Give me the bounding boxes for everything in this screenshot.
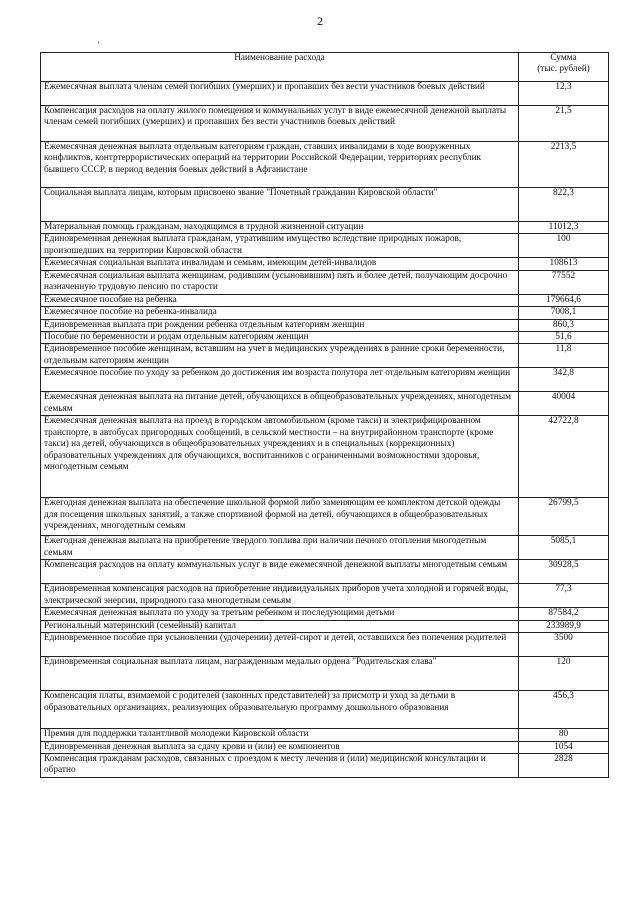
table-row	[41, 368, 609, 392]
expense-amount-cell: 860,3	[519, 319, 609, 331]
page-number: 2	[317, 14, 323, 28]
column-header-name: Наименование расхода	[41, 53, 519, 82]
expense-amount-cell: 30928,5	[519, 560, 609, 584]
expense-name-cell: Ежемесячное пособие на ребенка	[41, 294, 519, 306]
expense-name-cell: Компенсация платы, взимаемой с родителей (законных представителей) за присмотр и уход за детьми в образовательных организациях, реализующих образовательную программу дошкольного образования	[41, 691, 519, 729]
expense-amount-cell: 100	[519, 234, 609, 258]
expense-name-cell: Компенсация гражданам расходов, связанных с проездом к месту лечения и (или) медицинской консультации и обратно	[41, 754, 519, 778]
table-row	[41, 234, 609, 258]
expense-name-cell: Ежемесячная денежная выплата отдельным категориям граждан, ставших инвалидами в ходе вооруженных конфликтов, контртеррористических операций на территории Российской Федерации, территориях республик бывшего СССР, в период ведения боевых действий в Афганистане	[41, 142, 519, 188]
table-row	[41, 691, 609, 729]
expenses-table	[40, 52, 609, 778]
expense-name-cell: Единовременная компенсация расходов на приобретение индивидуальных приборов учета холодной и горячей воды, электрической энергии, природного газа многодетным семьям	[41, 584, 519, 608]
table-row	[41, 498, 609, 536]
expense-name-cell: Единовременная денежная выплата гражданам, утратившим имущество вследствие природных пожаров, произошедших на территории Кировской области	[41, 234, 519, 258]
expense-name-cell: Материальная помощь гражданам, находящимся в трудной жизненной ситуации	[41, 222, 519, 234]
column-header-sum	[519, 53, 609, 82]
expense-name-cell: Ежегодная денежная выплата на обеспечение школьной формой либо заменяющим ее комплектом детской одежды для посещения школьных занятий, а также спортивной формой на детей, обучающихся в общеобразовательных учреждениях, многодетным семьям	[41, 498, 519, 536]
table-row	[41, 332, 609, 344]
expense-name-cell: Ежемесячная денежная выплата на проезд в городском автомобильном (кроме такси) и электрифицированном транспорте, в автобусах пригородных сообщений, в сельской местности – на внутрирайонном транспорте (кроме такси) на детей, обучающихся в общеобразовательных учреждениях и в специальных (коррекционных) образовательных учреждениях для обучающихся, воспитанников с ограниченными возможностями здоровья, многодетным семьям	[41, 416, 519, 498]
table-row	[41, 657, 609, 691]
expense-name-cell: Единовременная денежная выплата за сдачу крови и (или) ее компонентов	[41, 741, 519, 753]
expense-name-cell: Ежемесячная выплата членам семей погибших (умерших) и пропавших без вести участников боевых действий	[41, 82, 519, 106]
expense-name-cell: Ежемесячная денежная выплата по уходу за третьим ребенком и последующими детьми	[41, 608, 519, 620]
expense-name-cell: Единовременное пособие при усыновлении (удочерении) детей-сирот и детей, оставшихся без попечения родителей	[41, 633, 519, 657]
table-row	[41, 142, 609, 188]
expense-amount-cell: 179664,6	[519, 294, 609, 306]
expense-amount-cell: 7008,1	[519, 307, 609, 319]
expense-name-cell: Региональный материнский (семейный) капитал	[41, 620, 519, 632]
expense-name-cell: Ежемесячное пособие по уходу за ребенком до достижения им возраста полутора лет отдельным категориям женщин	[41, 368, 519, 392]
table-row	[41, 270, 609, 294]
expense-name-cell: Компенсация расходов на оплату коммунальных услуг в виде ежемесячной денежной выплаты многодетным семьям	[41, 560, 519, 584]
expense-name-cell: Ежемесячная социальная выплата инвалидам и семьям, имеющим детей-инвалидов	[41, 258, 519, 270]
expense-amount-cell: 77552	[519, 270, 609, 294]
expense-name-cell: Единовременная выплата при рождении ребенка отдельным категориям женщин	[41, 319, 519, 331]
table-row	[41, 536, 609, 560]
expense-amount-cell: 342,8	[519, 368, 609, 392]
table-row	[41, 620, 609, 632]
expense-amount-cell: 26799,5	[519, 498, 609, 536]
table-row	[41, 729, 609, 741]
expense-amount-cell: 2828	[519, 754, 609, 778]
expense-name-cell: Социальная выплата лицам, которым присвоено звание "Почетный гражданин Кировской области"	[41, 188, 519, 222]
table-header-row	[41, 53, 609, 82]
expense-amount-cell: 12,3	[519, 82, 609, 106]
table-row	[41, 307, 609, 319]
expense-amount-cell: 1054	[519, 741, 609, 753]
expense-amount-cell: 456,3	[519, 691, 609, 729]
column-header-sum-line1: Сумма	[550, 53, 577, 63]
table-row	[41, 392, 609, 416]
expense-name-cell: Пособие по беременности и родам отдельным категориям женщин	[41, 332, 519, 344]
expense-name-cell: Премия для поддержки талантливой молодежи Кировской области	[41, 729, 519, 741]
expense-amount-cell: 51,6	[519, 332, 609, 344]
table-row	[41, 188, 609, 222]
column-header-sum-line2: (тыс. рублей)	[537, 64, 590, 75]
table-row	[41, 754, 609, 778]
expense-amount-cell: 11012,3	[519, 222, 609, 234]
expense-name-cell: Ежегодная денежная выплата на приобретение твердого топлива при наличии печного отопления многодетным семьям	[41, 536, 519, 560]
expense-amount-cell: 233989,9	[519, 620, 609, 632]
expense-name-cell: Ежемесячное пособие на ребенка-инвалида	[41, 307, 519, 319]
margin-mark: '	[98, 40, 100, 50]
expense-name-cell: Единовременное пособие женщинам, вставшим на учет в медицинских учреждениях в ранние сроки беременности, отдельным категориям женщин	[41, 344, 519, 368]
table-row	[41, 741, 609, 753]
table-row	[41, 319, 609, 331]
table-row	[41, 584, 609, 608]
table-row	[41, 560, 609, 584]
table-row	[41, 82, 609, 106]
expense-name-cell: Единовременная социальная выплата лицам, награжденным медалью ордена "Родительская слава"	[41, 657, 519, 691]
table-row	[41, 294, 609, 306]
expense-amount-cell: 120	[519, 657, 609, 691]
expense-amount-cell: 77,3	[519, 584, 609, 608]
expense-amount-cell: 108613	[519, 258, 609, 270]
expense-amount-cell: 11,8	[519, 344, 609, 368]
expense-amount-cell: 5085,1	[519, 536, 609, 560]
expense-amount-cell: 21,5	[519, 106, 609, 142]
expense-amount-cell: 80	[519, 729, 609, 741]
expense-name-cell: Ежемесячная социальная выплата женщинам, родившим (усыновившим) пять и более детей, получающим досрочно назначенную трудовую пенсию по старости	[41, 270, 519, 294]
table-row	[41, 344, 609, 368]
expense-name-cell: Ежемесячная денежная выплата на питание детей, обучающихся в общеобразовательных учреждениях, многодетным семьям	[41, 392, 519, 416]
expense-amount-cell: 822,3	[519, 188, 609, 222]
table-row	[41, 222, 609, 234]
expense-amount-cell: 42722,8	[519, 416, 609, 498]
table-row	[41, 608, 609, 620]
table-row	[41, 633, 609, 657]
expense-amount-cell: 2213,5	[519, 142, 609, 188]
expense-amount-cell: 87584,2	[519, 608, 609, 620]
table-row	[41, 106, 609, 142]
table-row	[41, 258, 609, 270]
expense-amount-cell: 40004	[519, 392, 609, 416]
expense-amount-cell: 3500	[519, 633, 609, 657]
table-row	[41, 416, 609, 498]
expense-name-cell: Компенсация расходов на оплату жилого помещения и коммунальных услуг в виде ежемесячной денежной выплаты членам семей погибших (умерших) и пропавших без вести участников боевых действий	[41, 106, 519, 142]
